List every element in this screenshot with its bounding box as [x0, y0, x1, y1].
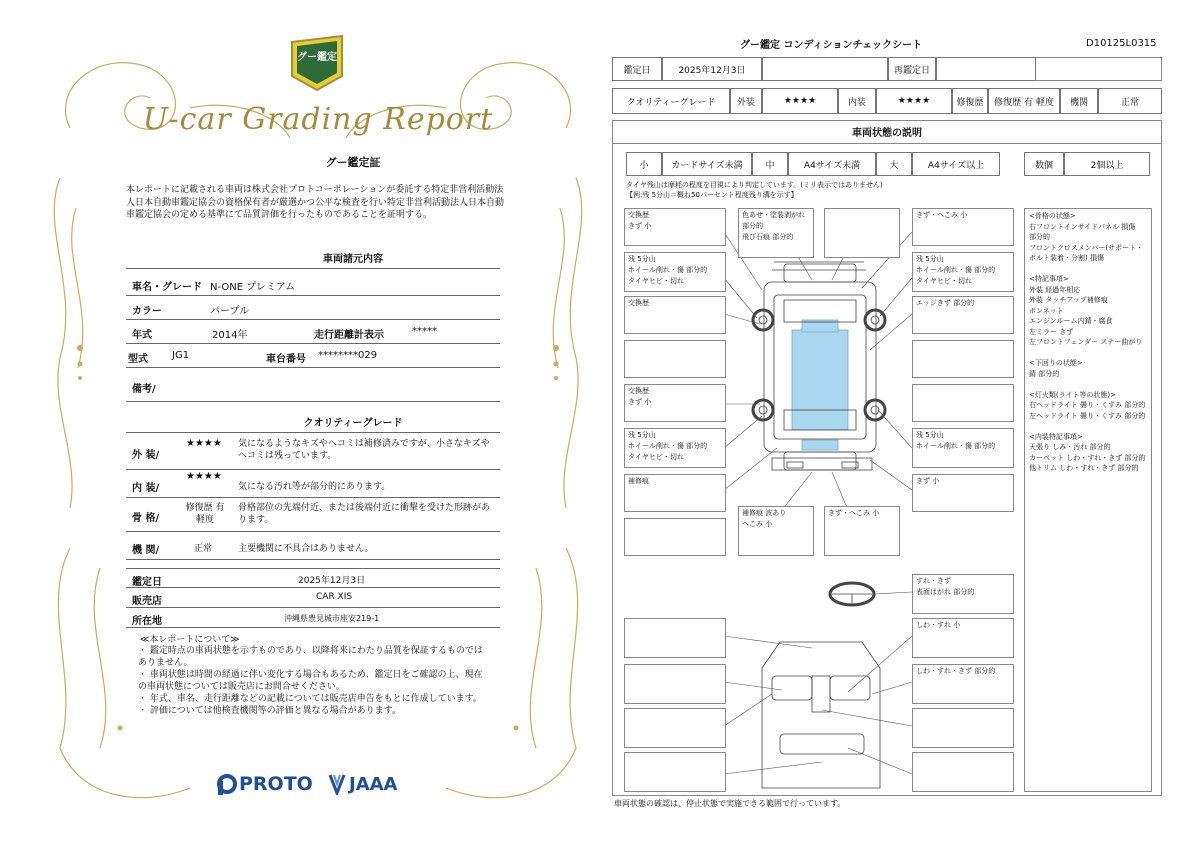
note-item: ・ 評価については他検査機関等の評価と異なる場合があります。 — [138, 706, 401, 716]
condition-box — [912, 340, 1014, 378]
exterior-label: 外 装/ — [132, 450, 160, 461]
condition-box — [624, 664, 726, 704]
chassis-value: ********029 — [318, 350, 378, 361]
condition-box: 補修痕 — [624, 474, 726, 512]
quality-row-frame — [126, 498, 500, 532]
spec-row-remarks — [126, 368, 500, 402]
redate-value — [936, 57, 1036, 81]
name-label: 車名・グレード — [132, 282, 202, 293]
shop-label: 販売店 — [132, 596, 162, 607]
mileage-value: ***** — [412, 326, 437, 337]
condition-box — [624, 518, 726, 556]
condition-box: 残 5分山 ホイール削れ・傷 部分的 — [912, 428, 1014, 468]
condition-box: きず・へこみ 小 — [824, 506, 900, 556]
jaaa-logo — [328, 772, 398, 796]
remarks-label: 備考/ — [132, 384, 156, 395]
date-label: 鑑定日 — [132, 577, 162, 588]
interior-desc: 気になる汚れ等が部分的にあります。 — [238, 482, 391, 492]
redate-label: 再鑑定日 — [888, 57, 936, 81]
sheet-exterior-label: 外装 — [730, 88, 762, 114]
footer-note: 車両状態の確認は、停止状態で実施できる範囲で行っています。 — [614, 799, 846, 808]
exterior-stars: ★★★★ — [186, 438, 222, 449]
side-notes: <骨格の状態> 右フロントインサイドパネル 損傷 部分的 フロントクロスメンバー(サポート・ボルト装着・分割) 損傷 <特記事項> 外装 経過年相応 外装 タッチアップ補修痕 ボンネット エンジンルーム内錆・腐食 左ミラー きず 左フロントフェンダー ステー曲がり <下回りの状態> 錆 部分的 <灯火類(ライト等の状態)> 右ヘッドライト 曇り・くすみ 部分的 左ヘッドライト 曇り・くすみ 部分的 <内装特記事項> 天張り しみ・汚れ 部分的 カーペット しわ・すれ・きず 部分的 他トリム しわ・すれ・きず 部分的 — [1024, 208, 1152, 792]
quality-title: クオリティーグレード — [303, 418, 403, 429]
divider — [126, 268, 500, 269]
year-value: 2014年 — [212, 330, 248, 341]
sheet-engine-label: 機関 — [1060, 88, 1098, 114]
color-label: カラー — [132, 306, 162, 317]
sheet-title: グー鑑定 コンディションチェックシート — [740, 40, 923, 51]
empty-cell — [762, 57, 888, 81]
cert-title: グー鑑定証 — [325, 156, 381, 169]
proto-logo-text: PROTO — [239, 773, 313, 795]
size-medium-desc: A4サイズ未満 — [788, 152, 876, 176]
spec-row-name — [126, 272, 500, 296]
sheet-interior-stars: ★★★★ — [876, 88, 952, 114]
address-label: 所在地 — [132, 616, 162, 627]
condition-box — [624, 340, 726, 378]
spec-row-year — [126, 320, 500, 344]
condition-box: 残 5分山 ホイール削れ・傷 部分的 タイヤヒビ・切れ — [624, 428, 726, 468]
script-title: U-car Grading Report — [142, 102, 494, 137]
engine-value: 正常 — [194, 544, 213, 554]
spec-title: 車両諸元内容 — [323, 254, 383, 265]
condition-box — [912, 384, 1014, 422]
notes-list — [138, 645, 490, 717]
spec-row-color — [126, 296, 500, 320]
condition-box: 交換歴 きず 小 — [624, 208, 726, 246]
condition-box — [912, 708, 1014, 748]
engine-label: 機 関/ — [132, 545, 160, 556]
exterior-desc: 気になるようなキズやヘコミは補修済みですが、小さなキズやヘコミは残っています。 — [238, 439, 490, 461]
condition-box — [912, 752, 1014, 792]
color-value: パープル — [210, 306, 250, 317]
interior-label: 内 装/ — [132, 483, 160, 494]
quality-row-interior — [126, 470, 500, 498]
shop-value: CAR XIS — [316, 592, 353, 602]
size-small-desc: カードサイズ未満 — [662, 152, 752, 176]
size-medium: 中 — [752, 152, 788, 176]
note-item: ・ 鑑定時点の車両状態を示すものであり、以降将来にわたり品質を保証するものではありません。 — [138, 646, 483, 668]
interior-stars: ★★★★ — [186, 471, 222, 482]
condition-box: しわ・すれ 小 — [912, 618, 1014, 658]
name-value: N-ONE プレミアム — [210, 282, 296, 293]
model-label: 型式 — [128, 354, 148, 365]
badge-label: グー鑑定 — [297, 52, 337, 63]
size-large: 大 — [876, 152, 912, 176]
sheet-repair-value: 修復歴 有 軽度 — [988, 88, 1060, 114]
doc-id: D10125L0315 — [1086, 38, 1157, 49]
size-small: 小 — [626, 152, 662, 176]
condition-box: エッジきず 部分的 — [912, 296, 1014, 334]
condition-box — [624, 752, 726, 792]
date-row — [126, 568, 500, 588]
address-row — [126, 608, 500, 628]
condition-box: 残 5分山 ホイール削れ・傷 部分的 タイヤヒビ・切れ — [624, 252, 726, 292]
condition-box — [624, 618, 726, 658]
sheet-repair-label: 修復歴 — [952, 88, 988, 114]
state-title: 車両状態の説明 — [612, 120, 1162, 144]
shop-row — [126, 588, 500, 608]
size-large-desc: A4サイズ以上 — [912, 152, 1000, 176]
jaaa-logo-text: JAAA — [349, 773, 398, 795]
condition-box: きず 小 — [912, 474, 1014, 512]
quality-row-engine — [126, 532, 500, 560]
frame-label: 骨 格/ — [132, 513, 160, 524]
sheet-quality-label: クオリティーグレード — [612, 88, 730, 114]
proto-logo — [216, 772, 313, 796]
intro-text: 本レポートに記載される車両は株式会社プロトコーポレーションが委託する特定非営利活動法人日本自動車鑑定協会の資格保有者が厳選かつ公平な検査を行い特定非営利活動法人日本自動車鑑定協会の定める基準にて品質評価を行ったものであることを証明する。 — [126, 185, 505, 220]
divider — [126, 432, 500, 433]
frame-desc: 骨格部位の先端付近、または後端付近に衝撃を受けた形跡があります。 — [238, 503, 491, 525]
note-item: ・ 年式、車名、走行距離などの記載については販売店申告をもとに作成しています。 — [138, 694, 482, 704]
notes-title: ≪本レポートについて≫ — [140, 635, 240, 645]
grading-certificate — [40, 28, 596, 818]
date-value: 2025年12月3日 — [298, 576, 366, 586]
condition-box: すれ・きず 表面はがれ 部分的 — [912, 574, 1014, 614]
sheet-date-value: 2025年12月3日 — [662, 57, 762, 81]
mileage-label: 走行距離計表示 — [314, 330, 384, 341]
condition-box: しわ・すれ・きず 部分的 — [912, 664, 1014, 704]
engine-desc: 主要機関に不具合はありません。 — [238, 544, 374, 554]
tire-note: タイヤ残山は摩耗の程度を目視により判定しています。(ミリ表示ではありません) — [626, 181, 883, 189]
model-value: JG1 — [172, 350, 190, 361]
sheet-date-label: 鑑定日 — [612, 57, 662, 81]
address-value: 沖縄県豊見城市座安219-1 — [284, 614, 380, 623]
condition-box: 交換歴 — [624, 296, 726, 334]
size-count: 数個 — [1024, 152, 1064, 176]
condition-box: きず・へこみ 小 — [912, 208, 1014, 246]
condition-box: 交換歴 きず 小 — [624, 384, 726, 422]
note-item: ・ 車両状態は時間の経過に伴い変化する場合もあるため、鑑定日をご確認の上、現在の車両状態については販売店にお問合せください。 — [138, 670, 483, 692]
goo-kantei-badge — [288, 32, 346, 92]
spec-row-model — [126, 344, 500, 368]
size-count-desc: 2個以上 — [1064, 152, 1150, 176]
condition-box — [824, 208, 900, 258]
condition-box: 色あせ・塗装剥がれ 部分的 飛び石痕 部分的 — [738, 208, 814, 258]
condition-box: 補修痕 波あり へこみ 小 — [738, 506, 814, 556]
condition-box: 残 5分山 ホイール削れ・傷 部分的 タイヤヒビ・切れ — [912, 252, 1014, 292]
sheet-interior-label: 内装 — [838, 88, 876, 114]
chassis-label: 車台番号 — [266, 354, 306, 365]
quality-row-exterior — [126, 434, 500, 470]
sheet-exterior-stars: ★★★★ — [762, 88, 838, 114]
tire-example: 【例:残 5分山＝概ね50パーセント程度残り溝を示す】 — [626, 191, 798, 199]
year-label: 年式 — [132, 330, 152, 341]
sheet-engine-value: 正常 — [1098, 88, 1162, 114]
frame-value: 修復歴 有 軽度 — [185, 503, 225, 525]
condition-box — [624, 708, 726, 748]
